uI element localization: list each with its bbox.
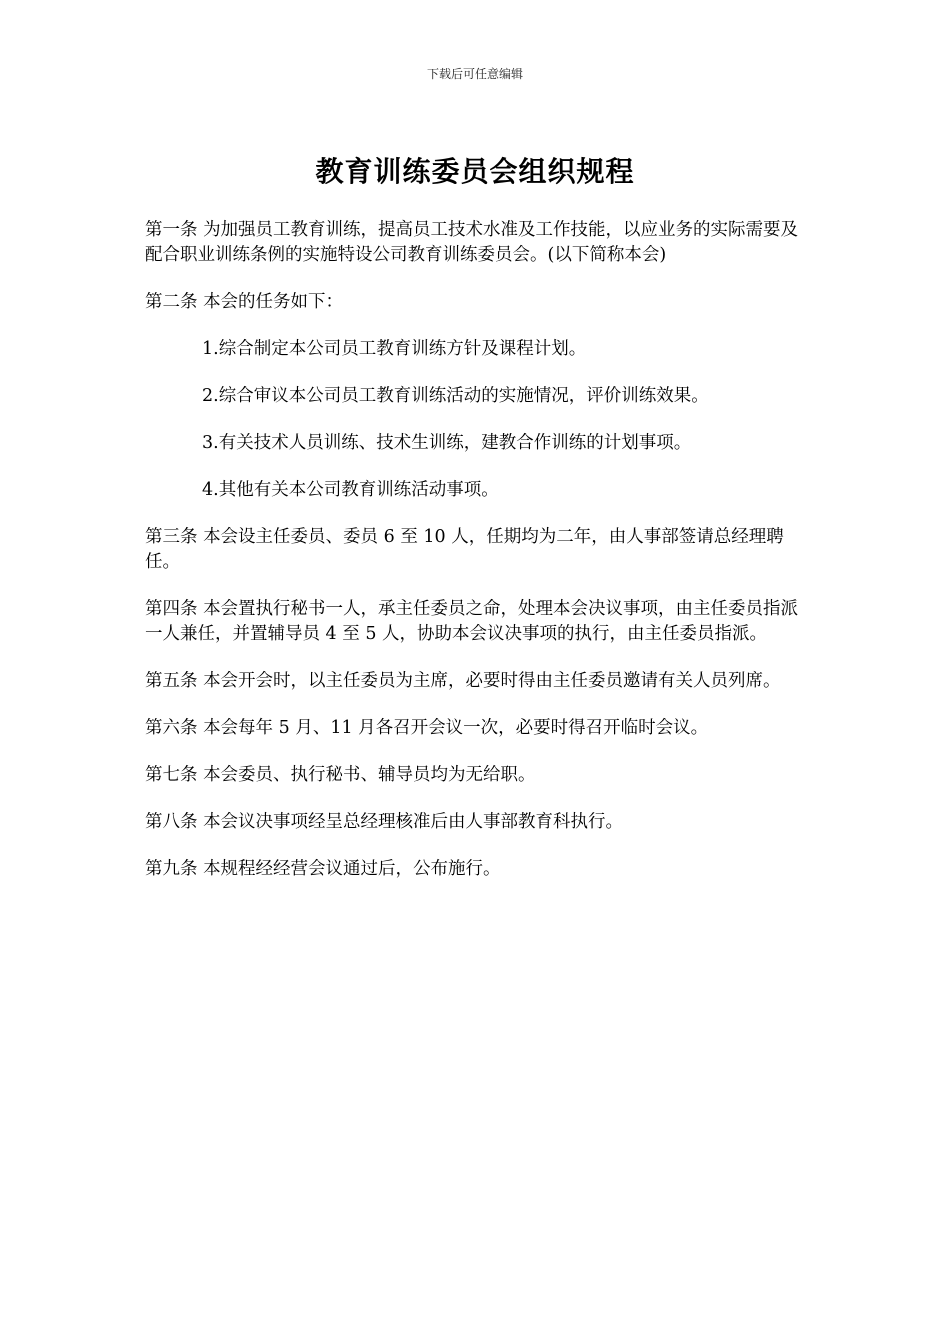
task-item-1: 1.综合制定本公司员工教育训练方针及课程计划。 [202, 339, 587, 359]
article-6: 第六条 本会每年 5 月、11 月各召开会议一次，必要时得召开临时会议。 [145, 718, 709, 738]
document-body [145, 218, 815, 904]
article-2: 第二条 本会的任务如下： [145, 292, 344, 312]
document-title: 教育训练委员会组织规程 [315, 155, 635, 188]
article-4: 第四条 本会置执行秘书一人，承主任委员之命，处理本会决议事项，由主任委员指派一人兼任，并置辅导员 4 至 5 人，协助本会议决事项的执行，由主任委员指派。 [145, 599, 799, 644]
article-7: 第七条 本会委员、执行秘书、辅导员均为无给职。 [145, 765, 536, 785]
task-item-2: 2.综合审议本公司员工教育训练活动的实施情况，评价训练效果。 [202, 386, 709, 406]
article-1: 第一条 为加强员工教育训练，提高员工技术水准及工作技能，以应业务的实际需要及配合职业训练条例的实施特设公司教育训练委员会。(以下简称本会) [145, 220, 799, 265]
article-5: 第五条 本会开会时，以主任委员为主席，必要时得由主任委员邀请有关人员列席。 [145, 671, 781, 691]
task-item-3: 3.有关技术人员训练、技术生训练，建教合作训练的计划事项。 [202, 433, 692, 453]
task-item-4: 4.其他有关本公司教育训练活动事项。 [202, 480, 499, 500]
header-note: 下载后可任意编辑 [426, 67, 523, 81]
article-9: 第九条 本规程经经营会议通过后，公布施行。 [145, 859, 501, 879]
article-8: 第八条 本会议决事项经呈总经理核准后由人事部教育科执行。 [145, 812, 624, 832]
article-3: 第三条 本会设主任委员、委员 6 至 10 人，任期均为二年，由人事部签请总经理聘任。 [145, 527, 784, 572]
